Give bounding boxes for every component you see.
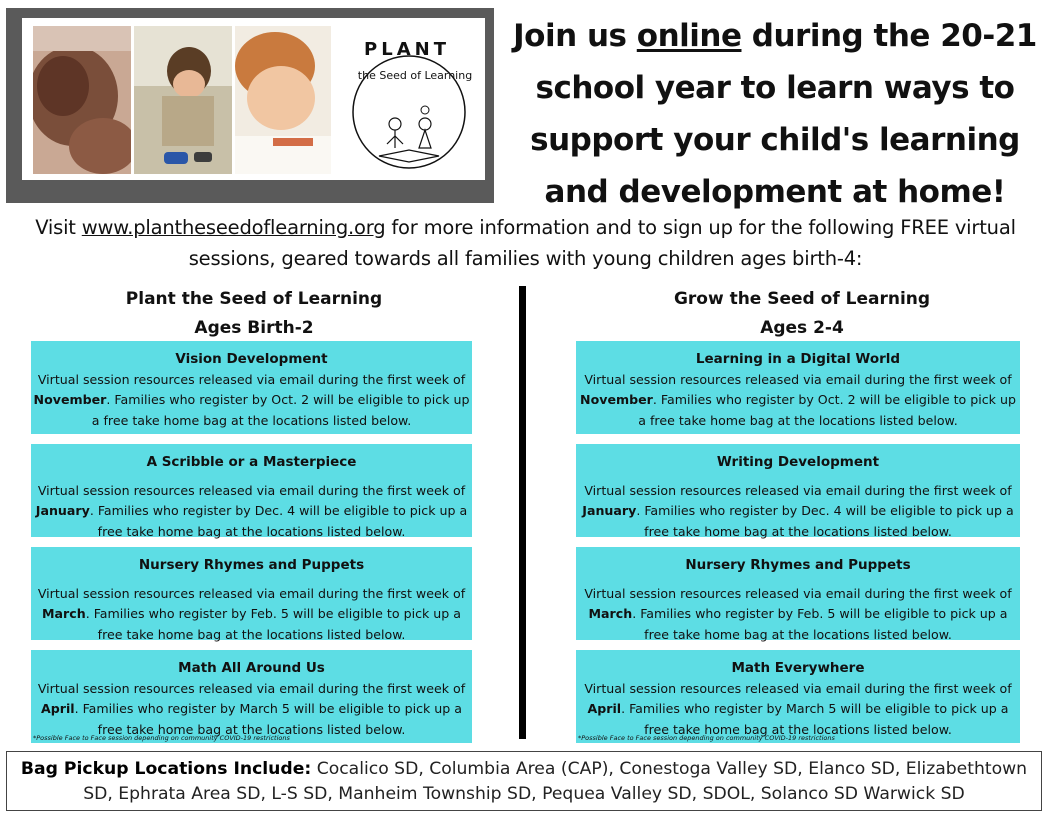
session-description: Virtual session resources released via email during the first week of April. Families who register by March 5 will be eligible to pick up a free take home bag at the locations listed below.	[37, 680, 466, 737]
session-title: Learning in a Digital World	[695, 351, 901, 367]
intro-text	[0, 212, 1051, 274]
session-month: March	[588, 606, 633, 621]
pickup-label: Bag Pickup Locations Include:	[20, 759, 312, 779]
headline-pre: Join us	[513, 18, 637, 54]
session-month: November	[580, 392, 653, 407]
left-column-subtitle: Ages Birth-2	[194, 318, 314, 338]
session-month: November	[33, 392, 107, 407]
child-drawing-photo	[235, 26, 331, 174]
pickup-locations: Cocalico SD, Columbia Area (CAP), Conestoga Valley SD, Elanco SD, Elizabethtown SD, Ephrata Area SD, L-S SD, Manheim Township SD, Pequea Valley SD, SDOL, Solanco SD Warwick SD	[83, 759, 1028, 804]
session-month: April	[40, 701, 75, 716]
session-title: Math All Around Us	[178, 660, 325, 676]
session-title: Writing Development	[716, 454, 880, 470]
session-card	[576, 650, 1020, 743]
session-title: A Scribble or a Masterpiece	[146, 454, 357, 470]
session-description: Virtual session resources released via email during the first week of March. Families who register by Feb. 5 will be eligible to pick up a free take home bag at the locations listed below.	[584, 585, 1012, 642]
session-description: Virtual session resources released via email during the first week of March. Families who register by Feb. 5 will be eligible to pick up a free take home bag at the locations listed below.	[37, 585, 466, 642]
logo-title: PLANT	[364, 39, 450, 60]
session-description: Virtual session resources released via email during the first week of November. Families who register by Oct. 2 will be eligible to pick up a free take home bag at the locations listed below.	[33, 371, 470, 428]
session-title: Nursery Rhymes and Puppets	[685, 557, 911, 573]
session-description: Virtual session resources released via email during the first week of January. Families who register by Dec. 4 will be eligible to pick up a free take home bag at the locations listed below.	[35, 482, 468, 539]
header-banner	[22, 18, 485, 180]
covid-note: *Possible Face to Face session depending on community COVID-19 restrictions	[578, 734, 835, 742]
pickup-locations-box	[6, 751, 1042, 811]
session-month: January	[582, 503, 637, 518]
right-column-title: Grow the Seed of Learning	[673, 289, 931, 309]
session-description: Virtual session resources released via email during the first week of April. Families who register by March 5 will be eligible to pick up a free take home bag at the locations listed below.	[584, 680, 1012, 737]
session-month: January	[35, 503, 90, 518]
session-month: April	[587, 701, 622, 716]
logo-subtitle: the Seed of Learning	[357, 69, 473, 82]
left-column-heading	[34, 285, 474, 343]
logo-circle-icon	[349, 48, 469, 170]
column-divider	[519, 286, 526, 739]
left-column-title: Plant the Seed of Learning	[125, 289, 383, 309]
covid-note: *Possible Face to Face session depending on community COVID-19 restrictions	[33, 734, 290, 742]
session-description: Virtual session resources released via email during the first week of January. Families who register by Dec. 4 will be eligible to pick up a free take home bag at the locations listed below.	[582, 482, 1014, 539]
session-card	[576, 547, 1020, 640]
session-title: Math Everywhere	[731, 660, 865, 676]
session-card	[31, 650, 472, 743]
session-description: Virtual session resources released via email during the first week of November. Families who register by Oct. 2 will be eligible to pick up a free take home bag at the locations listed below.	[580, 371, 1016, 428]
child-playing-photo	[134, 26, 232, 174]
intro-post: for more information and to sign up for the following FREE virtual sessions, geared towards all families with young children ages birth-4:	[188, 216, 1016, 270]
session-card	[576, 444, 1020, 537]
headline-emphasis: online	[636, 18, 742, 54]
session-month: March	[42, 606, 86, 621]
session-card	[31, 341, 472, 434]
session-card	[31, 547, 472, 640]
website-link[interactable]: www.plantheseedoflearning.org	[81, 216, 386, 239]
session-card	[576, 341, 1020, 434]
session-title: Vision Development	[175, 351, 328, 367]
plant-logo	[335, 26, 479, 176]
right-column-heading	[580, 285, 1024, 343]
baby-photo	[33, 26, 131, 174]
headline-post: during the 20-21 school year to learn ways to support your child's learning and development at home!	[530, 18, 1037, 210]
headline	[505, 10, 1045, 218]
session-title: Nursery Rhymes and Puppets	[138, 557, 365, 573]
intro-pre: Visit	[35, 216, 82, 239]
session-card	[31, 444, 472, 537]
right-column-subtitle: Ages 2-4	[760, 318, 844, 338]
